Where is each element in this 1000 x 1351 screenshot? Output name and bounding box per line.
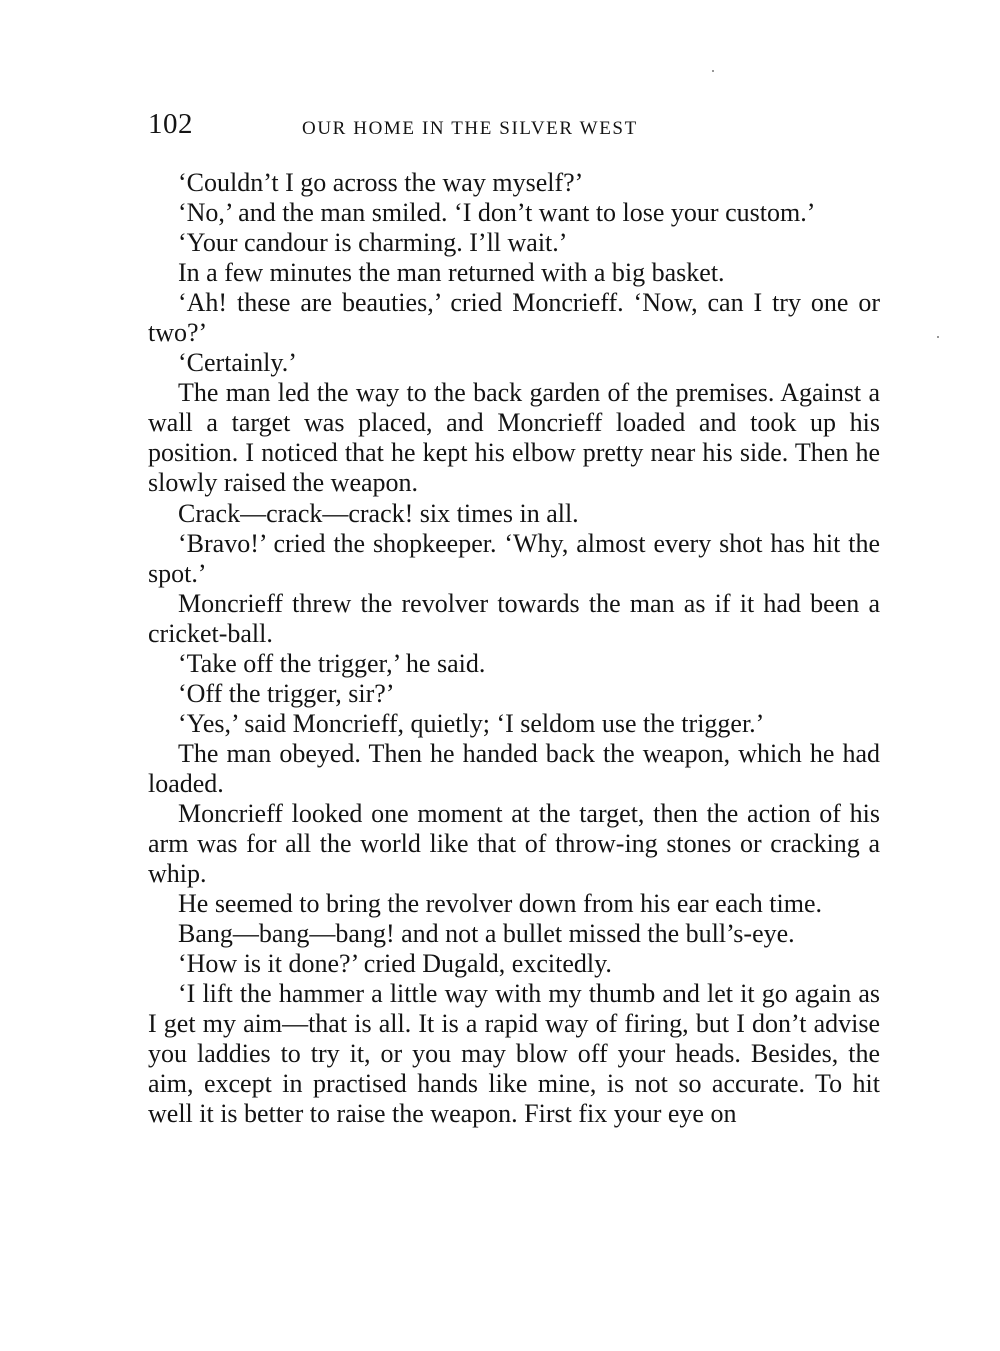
paragraph: ‘Take off the trigger,’ he said. (178, 648, 486, 678)
paragraph: ‘Bravo!’ cried the shopkeeper. ‘Why, almost every shot has hit the spot.’ (148, 528, 880, 588)
paragraph: In a few minutes the man returned with a big basket. (178, 258, 725, 288)
paragraph: He seemed to bring the revolver down from his ear each time. (178, 889, 822, 919)
paragraph: ‘I lift the hammer a little way with my thumb and let it go again as I get my aim—that is all. It is a rapid way of firing, but I don’t advise you laddies to try it, or you may blow off your heads. Besides, the aim, except in practised hands like mine, is not so accurate. To hit well it is better to raise the weapon. First fix your eye on (148, 979, 880, 1129)
page-header (148, 108, 876, 148)
paragraph: ‘Yes,’ said Moncrieff, quietly; ‘I seldom use the trigger.’ (178, 708, 765, 738)
paper-speck (937, 336, 939, 338)
running-head: OUR HOME IN THE SILVER WEST (302, 118, 638, 139)
paragraph: Crack—crack—crack! six times in all. (178, 498, 579, 528)
paragraph: Moncrieff threw the revolver towards the man as if it had been a cricket-ball. (148, 588, 880, 648)
paragraph: Moncrieff looked one moment at the target, then the action of his arm was for all the world like that of throw-ing stones or cracking a whip. (148, 798, 880, 889)
paragraph: The man led the way to the back garden of the premises. Against a wall a target was placed, and Moncrieff loaded and took up his position. I noticed that he kept his elbow pretty near his side. Then he slowly raised the weapon. (148, 378, 880, 498)
paragraph: ‘Off the trigger, sir?’ (178, 678, 395, 708)
paragraph: ‘No,’ and the man smiled. ‘I don’t want to lose your custom.’ (178, 198, 816, 228)
body-text (148, 168, 880, 1130)
paper-speck (712, 70, 714, 72)
page-number: 102 (148, 108, 193, 140)
paragraph: ‘Couldn’t I go across the way myself?’ (178, 168, 584, 197)
paragraph: ‘Ah! these are beauties,’ cried Moncrieff. ‘Now, can I try one or two?’ (148, 288, 880, 348)
paragraph: ‘Your candour is charming. I’ll wait.’ (178, 228, 568, 258)
paragraph: The man obeyed. Then he handed back the weapon, which he had loaded. (148, 738, 880, 798)
paragraph: Bang—bang—bang! and not a bullet missed the bull’s-eye. (178, 919, 795, 949)
paragraph: ‘How is it done?’ cried Dugald, excitedly. (178, 949, 612, 979)
paragraph: ‘Certainly.’ (178, 348, 297, 378)
